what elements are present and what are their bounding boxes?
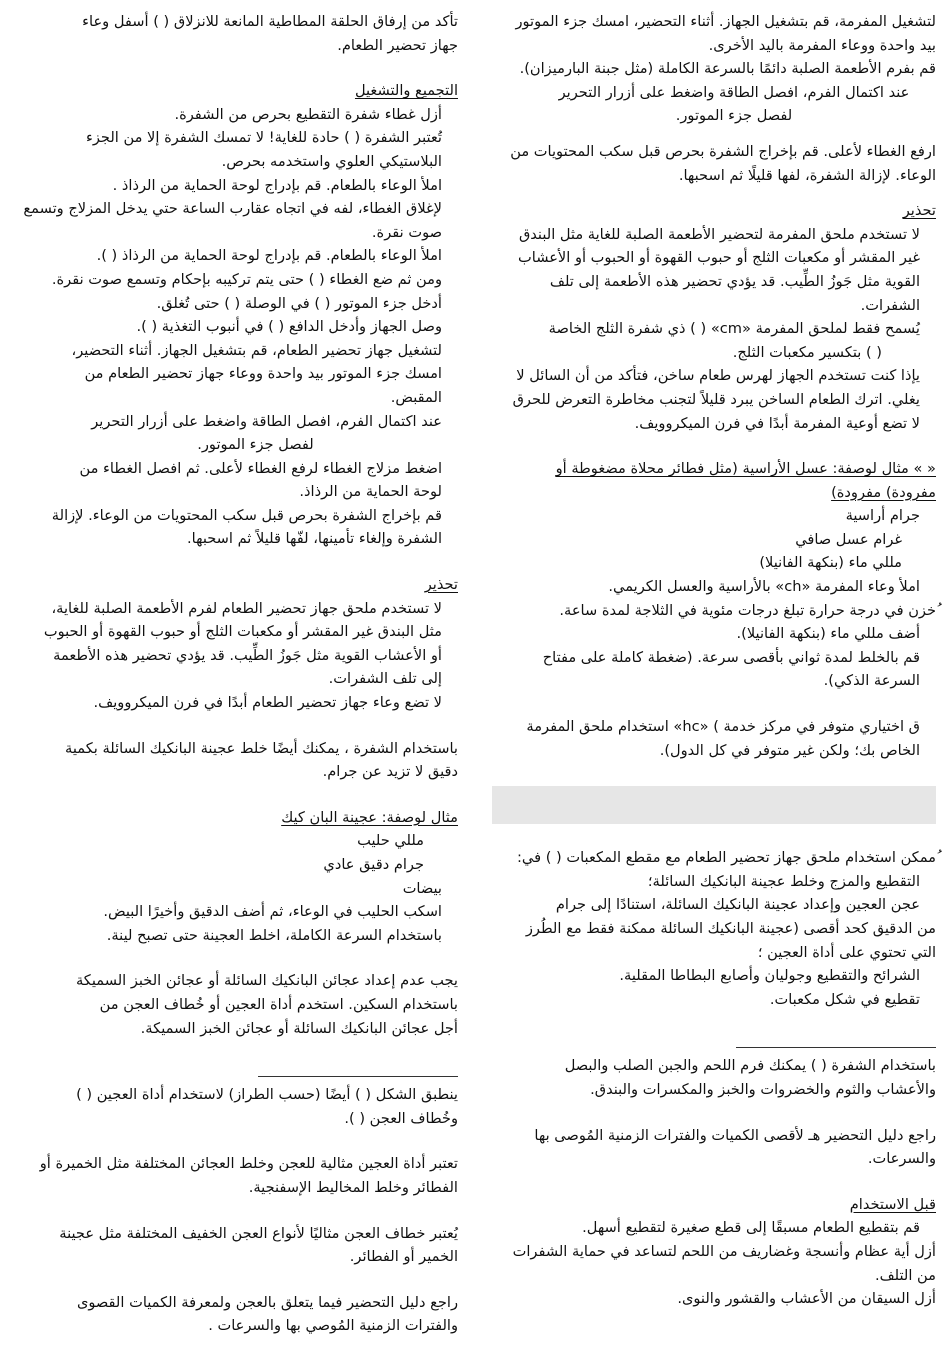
text-line: ُممكن استخدام ملحق جهاز تحضير الطعام مع مقطع المكعبات ( ) في:	[517, 849, 936, 867]
text-line: جهاز تحضير الطعام.	[337, 36, 458, 54]
text-line: لوحة الحماية من الرذاذ.	[299, 483, 442, 501]
text-line: باستخدام السرعة الكاملة، اخلط العجينة حتى تصبح لينة.	[106, 926, 442, 944]
text-line: والسرعات.	[867, 1150, 936, 1168]
text-line: ( ) بتكسير مكعبات الثلج.	[732, 343, 882, 361]
text-line: الوعاء. لإزالة الشفرة، لفها قليلًا ثم اسحبها.	[678, 166, 936, 184]
text-line: لا تضع أوعية المفرمة أبدًا في فرن الميكروويف.	[634, 414, 920, 432]
ingredient-line: جرام دقيق عادي	[323, 856, 424, 873]
ingredient-line: غرام عسل صافي	[795, 530, 902, 548]
text-line: لا تستخدم ملحق جهاز تحضير الطعام لفرم الأطعمة الصلبة للغاية،	[51, 599, 442, 617]
text-line: لتشغيل المفرمة، قم بتشغيل الجهاز. أثناء التحضير، امسك جزء الموتور	[515, 13, 936, 30]
section-header-bar	[492, 786, 936, 824]
text-line: عند اكتمال الفرم، افصل الطاقة واضغط على أزرار التحرير	[558, 83, 910, 101]
divider	[258, 1076, 458, 1077]
ingredient-line: مللي حليب	[357, 832, 424, 850]
text-line: التقطيع والمزج وخلط عجينة البانكيك السائلة؛	[647, 872, 920, 890]
figure-note	[13, 1083, 458, 1130]
warning-heading: تحذير	[902, 202, 936, 220]
kneading-guide-note	[13, 1291, 458, 1338]
text-line: البلاستيكي العلوي واستخدمه بحرص.	[221, 152, 442, 170]
text-line: الخمير أو الفطائر.	[349, 1248, 458, 1266]
text-line: الشفرات.	[860, 296, 920, 314]
text-line: املأ الوعاء بالطعام. قم بإدراج لوحة الحماية من الرذاذ .	[112, 176, 442, 194]
text-line: الفطائر وخلط المخاليط الإسفنجية.	[248, 1178, 458, 1196]
text-line: أضف مللي ماء (بنكهة الفانيلا).	[736, 625, 920, 643]
text-line: اضغط مزلاج الغطاء لرفع الغطاء لأعلى. ثم افصل الغطاء من	[79, 459, 442, 477]
text-line: اسكب الحليب في الوعاء، ثم أضف الدقيق وأخيرًا البيض.	[103, 903, 442, 921]
ingredient-line: جرام أراسية	[845, 507, 920, 525]
ingredient-line: مللي ماء (بنكهة الفانيلا)	[759, 554, 902, 572]
food-processor-intro	[13, 10, 458, 57]
recipe-heading: « » مثال لوصفة: عسل الأراسية (مثل فطائر محلاة مضغوطة أو	[555, 460, 936, 478]
text-line: لفصل جزء الموتور.	[197, 436, 314, 454]
text-line: تعتبر أداة العجين مثالية للعجن وخلط العجائن المختلفة مثل الخميرة أو	[39, 1155, 458, 1173]
text-line: لا تستخدم ملحق المفرمة لتحضير الأطعمة الصلبة للغاية مثل البندق	[518, 225, 920, 243]
text-line: لإغلاق الغطاء، لفه في اتجاه عقارب الساعة حتي يدخل المزلاج وتسمع	[23, 200, 442, 218]
text-line: أزل السيقان من الأعشاب والقشور والنوى.	[677, 1290, 936, 1308]
right-column	[492, 10, 936, 1311]
text-line: يغلي. اترك الطعام الساخن يبرد قليلاً لتجنب مخاطرة التعرض للحرق	[512, 390, 920, 408]
chopper-operation-section	[492, 10, 936, 187]
warning-heading: تحذير	[424, 576, 458, 594]
text-line: الشفرة وإلغاء تأمينها، لفّها قليلاً ثم اسحبها.	[187, 530, 442, 548]
text-line: المقبض.	[390, 388, 442, 406]
ingredient-line: بيضات	[402, 879, 442, 897]
text-line: راجع دليل التحضير هـ لأقصى الكميات والفترات الزمنية المُوصى بها	[534, 1126, 936, 1144]
text-line: غير المقشر أو مكعبات الثلج أو حبوب القهوة أو الحبوب أو الأعشاب	[518, 249, 920, 267]
text-line: يإذا كنت تستخدم الجهاز لهرس طعام ساخن، فتأكد من أن السائل لا	[516, 367, 920, 385]
text-line: بيد واحدة ووعاء المفرمة باليد الأخرى.	[708, 36, 936, 54]
text-line: أزل غطاء شفرة التقطيع بحرص من الشفرة.	[174, 105, 442, 123]
blade-usage-note	[492, 1054, 936, 1101]
text-line: الخاص بك؛ ولكن غير متوفر في كل الدول).	[659, 741, 920, 759]
text-line: القوية مثل جَوزُ الطِّيب. قد يؤدي تحضير هذه الأطعمة إلى تلف	[549, 272, 920, 290]
text-line: الشرائح والتقطيع وجوليان وأصابع البطاطا المقلية.	[619, 967, 920, 985]
text-line: والفترات الزمنية المُوصي بها والسرعات .	[208, 1317, 458, 1335]
assembly-section	[13, 103, 458, 551]
text-line: يُسمح فقط لملحق المفرمة «cm» ( ) ذي شفرة الثلج الخاصة	[548, 320, 920, 338]
text-line: والأعشاب والثوم والخضروات والخبز والمكسرات والبندق.	[590, 1080, 936, 1098]
text-line: لا تضع وعاء جهاز تحضير الطعام أبدًا في فرن الميكروويف.	[93, 694, 442, 712]
text-line: وصل الجهاز وأدخل الدافع ( ) في أنبوب التغذية ( ).	[136, 318, 442, 336]
text-line: تُعتبر الشفرة ( ) حادة للغاية! لا تمسك الشفرة إلا من الجزء	[86, 129, 442, 147]
pancake-recipe-heading: مثال لوصفة: عجينة البان كيك	[281, 808, 458, 826]
before-use-section	[492, 1216, 936, 1310]
knife-note	[13, 969, 458, 1040]
text-line: السرعة الذكي).	[823, 672, 920, 690]
before-use-heading: قبل الاستخدام	[849, 1195, 936, 1213]
assembly-heading: التجميع والتشغيل	[354, 82, 458, 100]
text-line: باستخدام الشفرة ، يمكنك أيضًا خلط عجينة البانكيك السائلة بكمية	[65, 739, 458, 757]
text-line: قم بتقطيع الطعام مسبقًا إلى قطع صغيرة لتقطيع أسهل.	[582, 1219, 920, 1237]
text-line: عجن العجين وإعداد عجينة البانكيك السائلة، استنادًا إلى جرام	[555, 896, 920, 914]
dough-hook-note	[13, 1222, 458, 1269]
text-line: دقيق لا تزيد عن جرام.	[322, 763, 458, 781]
recipe-section	[492, 504, 936, 693]
text-line: قم بإخراج الشفرة بحرص قبل سكب المحتويات من الوعاء. لإزالة	[51, 506, 442, 524]
text-line: راجع دليل التحضير فيما يتعلق بالعجن ولمعرفة الكميات القصوى	[76, 1293, 458, 1311]
text-line: من الدقيق كحد أقصى (عجينة البانكيك السائلة ممكنة فقط مع الطُرز	[525, 920, 936, 937]
text-line: املأ وعاء المفرمة «ch» بالأراسية والعسل الكريمي.	[608, 578, 920, 596]
text-line: من التلف.	[874, 1266, 936, 1284]
text-line: ُخزن في درجة حرارة تبلغ درجات مئوية في الثلاجة لمدة ساعة.	[559, 601, 936, 619]
text-line: تأكد من إرفاق الحلقة المطاطية المانعة للانزلاق ( ) أسفل وعاء	[82, 13, 458, 30]
text-line: لتشغيل جهاز تحضير الطعام، قم بتشغيل الجهاز. أثناء التحضير،	[71, 341, 442, 359]
text-line: املأ الوعاء بالطعام. قم بإدراج لوحة الحماية من الرذاذ ( ).	[96, 247, 442, 265]
cube-cutter-section	[492, 846, 936, 1011]
text-line: صوت نقرة.	[371, 223, 442, 241]
text-line: تقطيع في شكل مكعبات.	[769, 990, 920, 1008]
text-line: أزل أية عظام وأنسجة وغضاريف من اللحم لتساعد في حماية الشفرات	[512, 1242, 936, 1260]
text-line: باستخدام الشفرة ( ) يمكنك فرم اللحم والجبن الصلب والبصل	[564, 1057, 936, 1075]
food-processor-warning	[13, 597, 458, 715]
divider	[736, 1047, 936, 1048]
text-line: ارفع الغطاء لأعلى. قم بإخراج الشفرة بحرص قبل سكب المحتويات من	[510, 142, 936, 160]
text-line: امسك جزء الموتور بيد واحدة ووعاء جهاز تحضير الطعام من	[84, 365, 442, 383]
text-line: لفصل جزء الموتور.	[675, 107, 793, 125]
text-line: يُعتبر خطاف العجن مثاليًا لأنواع العجن الخفيف المختلفة مثل عجينة	[59, 1224, 458, 1242]
text-line: عند اكتمال الفرم، افصل الطاقة واضغط على أزرار التحرير	[91, 412, 442, 430]
text-line: أدخل جزء الموتور ( ) في الوصلة ( ) حتى تُغلق.	[156, 294, 442, 312]
pancake-note	[13, 737, 458, 784]
service-note	[492, 715, 936, 762]
text-line: باستخدام السكين. استخدم أداة العجين أو خُطاف العجن من	[99, 995, 458, 1013]
text-line: ق اختياري متوفر في مركز خدمة ) «hc» استخدام ملحق المفرمة	[526, 718, 920, 736]
text-line: وخُطاف العجن ( ).	[344, 1109, 458, 1127]
pancake-recipe-section	[13, 829, 458, 947]
text-line: ينطبق الشكل ( ) أيضًا (حسب الطراز) لاستخدام أداة العجين ( )	[76, 1086, 458, 1104]
text-line: مثل البندق غير المقشر أو مكعبات الثلج أو حبوب القهوة أو الحبوب	[43, 623, 442, 641]
text-line: إلى تلف الشفرات.	[328, 670, 442, 688]
chopper-warning-section	[492, 223, 936, 435]
text-line: ومن ثم ضع الغطاء ( ) حتى يتم تركيبه بإحكام وتسمع صوت نقرة.	[51, 270, 442, 288]
dough-tool-note	[13, 1152, 458, 1199]
text-line: التي تحتوي على أداة العجين ؛	[757, 943, 936, 961]
text-line: يجب عدم إعداد عجائن البانكيك السائلة أو عجائن الخبز السميكة	[75, 972, 458, 990]
guide-note	[492, 1124, 936, 1171]
text-line: أجل عجائن البانكيك السائلة أو عجائن الخبز السميكة.	[140, 1019, 458, 1037]
text-line: قم بفرم الأطعمة الصلبة دائمًا بالسرعة الكاملة (مثل جبنة البارميزان).	[519, 60, 936, 78]
text-line: أو الأعشاب القوية مثل جَوزُ الطِّيب. قد يؤدي تحضير هذه الأطعمة	[53, 646, 442, 664]
recipe-heading: مفرودة) مفرودة)	[831, 483, 936, 501]
text-line: قم بالخلط لمدة ثواني بأقصى سرعة. (ضغطة كاملة على مفتاح	[542, 648, 920, 666]
left-column	[13, 10, 458, 1338]
